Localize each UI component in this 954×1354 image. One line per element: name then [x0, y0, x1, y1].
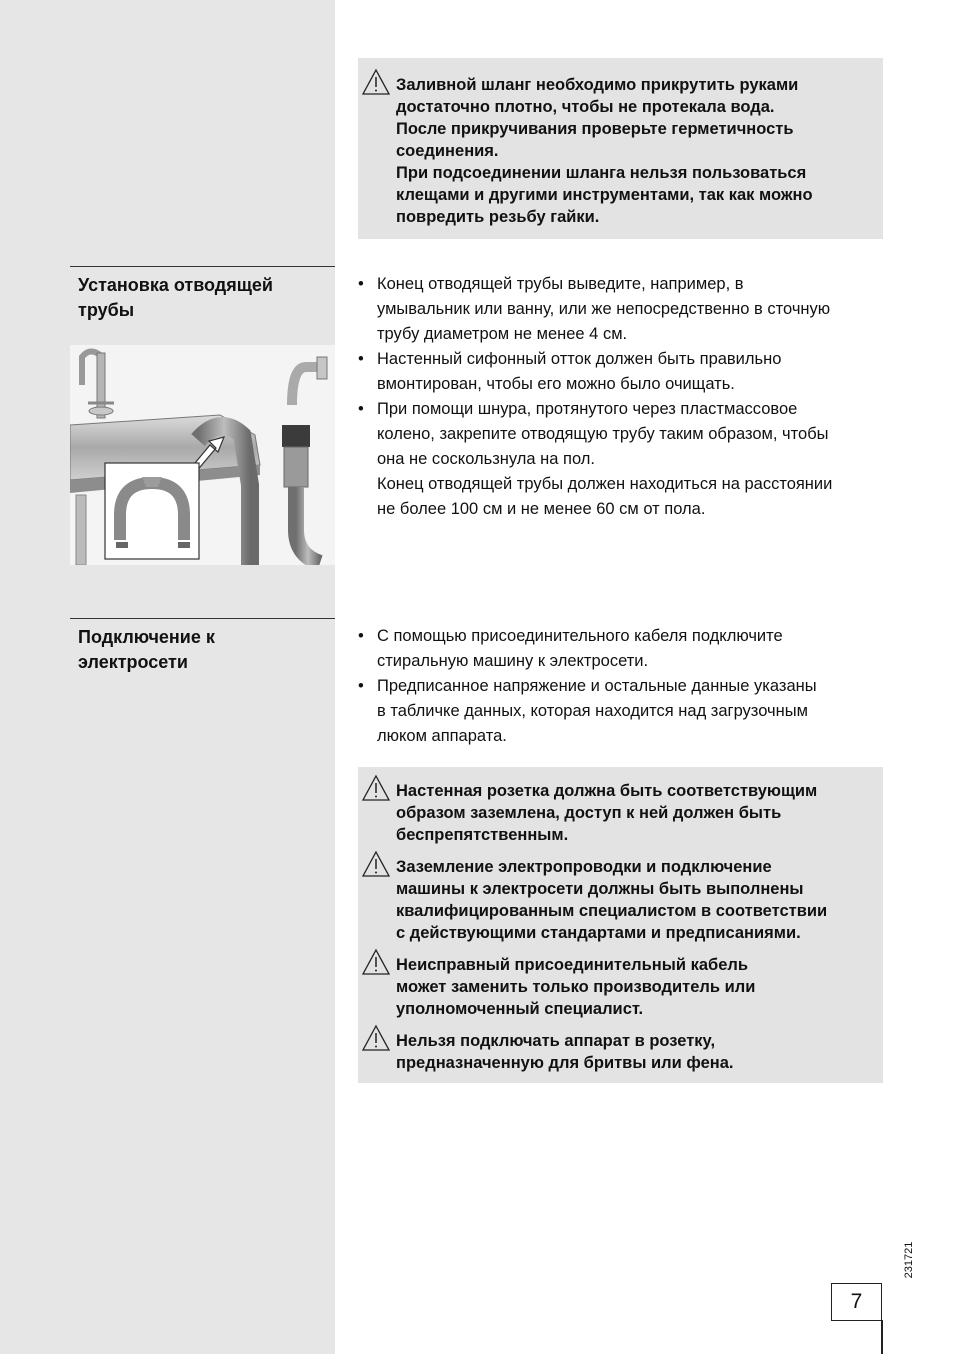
power-instructions-list	[358, 624, 888, 749]
text-line: стиральную машину к электросети.	[377, 652, 649, 670]
warning-item	[358, 954, 883, 1020]
section-heading-drain	[70, 266, 335, 323]
text-line: не более 100 см и не менее 60 см от пола.	[377, 500, 706, 518]
warning-line: После прикручивания проверьте герметичность	[396, 120, 794, 138]
text-line: она не соскользнула на пол.	[377, 450, 596, 468]
warning-line: беспрепятственным.	[396, 826, 569, 844]
warning-box-electrical	[358, 767, 883, 1083]
warning-line: Настенная розетка должна быть соответствующим	[396, 782, 818, 800]
drain-instructions-list	[358, 272, 888, 522]
warning-triangle-icon	[361, 774, 391, 802]
warning-line: Заливной шланг необходимо прикрутить руками	[396, 76, 799, 94]
bullet-marker: •	[358, 275, 364, 293]
text-line: трубу диаметром не менее 4 см.	[377, 325, 628, 343]
warning-line: образом заземлена, доступ к ней должен быть	[396, 804, 782, 822]
text-line: При помощи шнура, протянутого через пластмассовое	[377, 400, 798, 418]
left-gray-column	[0, 0, 335, 1354]
text-line: Настенный сифонный отток должен быть правильно	[377, 350, 782, 368]
warning-line: уполномоченный специалист.	[396, 1000, 644, 1018]
heading-line: электросети	[78, 652, 188, 672]
heading-line: Подключение к	[78, 627, 215, 647]
list-item	[358, 624, 888, 674]
warning-line: достаточно плотно, чтобы не протекала вода.	[396, 98, 775, 116]
warning-triangle-icon	[361, 68, 391, 96]
bullet-marker: •	[358, 677, 364, 695]
warning-line: При подсоединении шланга нельзя пользоваться	[396, 164, 807, 182]
bullet-marker: •	[358, 350, 364, 368]
warning-line: может заменить только производитель или	[396, 978, 756, 996]
text-line: С помощью присоединительного кабеля подключите	[377, 627, 783, 645]
heading-line: Установка отводящей	[78, 275, 273, 295]
page-number: 7	[831, 1283, 882, 1321]
bullet-marker: •	[358, 400, 364, 418]
warning-triangle-icon	[361, 1024, 391, 1052]
section-title	[70, 619, 335, 675]
warning-line: с действующими стандартами и предписаниями.	[396, 924, 801, 942]
text-line: Предписанное напряжение и остальные данные указаны	[377, 677, 817, 695]
text-line: колено, закрепите отводящую трубу таким образом, чтобы	[377, 425, 829, 443]
text-line: люком аппарата.	[377, 727, 507, 745]
warning-item	[358, 1030, 883, 1074]
text-line: умывальник или ванну, или же непосредственно в сточную	[377, 300, 831, 318]
warning-line: квалифицированным специалистом в соответствии	[396, 902, 828, 920]
warning-line: клещами и другими инструментами, так как можно	[396, 186, 813, 204]
warning-triangle-icon	[361, 948, 391, 976]
warning-line: соединения.	[396, 142, 499, 160]
section-title	[70, 267, 335, 323]
list-item	[358, 397, 888, 522]
heading-line: трубы	[78, 300, 135, 320]
list-item	[358, 272, 888, 347]
warning-line: Нельзя подключать аппарат в розетку,	[396, 1032, 716, 1050]
warning-item	[358, 856, 883, 944]
warning-line: предназначенную для бритвы или фена.	[396, 1054, 734, 1072]
warning-line: Неисправный присоединительный кабель	[396, 956, 749, 974]
bullet-marker: •	[358, 627, 364, 645]
warning-triangle-icon	[361, 850, 391, 878]
text-line: Конец отводящей трубы должен находиться на расстоянии	[377, 475, 833, 493]
list-item	[358, 674, 888, 749]
list-item	[358, 347, 888, 397]
sink-drain-drawing	[70, 345, 335, 565]
section-heading-power	[70, 618, 335, 675]
warning-line: машины к электросети должны быть выполнены	[396, 880, 804, 898]
warning-line: повредить резьбу гайки.	[396, 208, 600, 226]
warning-line: Заземление электропроводки и подключение	[396, 858, 772, 876]
warning-item	[358, 780, 883, 846]
page-number-rule	[881, 1320, 883, 1354]
text-line: в табличке данных, которая находится над загрузочным	[377, 702, 808, 720]
document-number: 231721	[903, 1241, 915, 1279]
drain-hose-illustration	[70, 345, 335, 565]
text-line: Конец отводящей трубы выведите, например, в	[377, 275, 744, 293]
warning-item	[358, 74, 883, 228]
warning-box-hose	[358, 58, 883, 239]
text-line: вмонтирован, чтобы его можно было очищать.	[377, 375, 735, 393]
